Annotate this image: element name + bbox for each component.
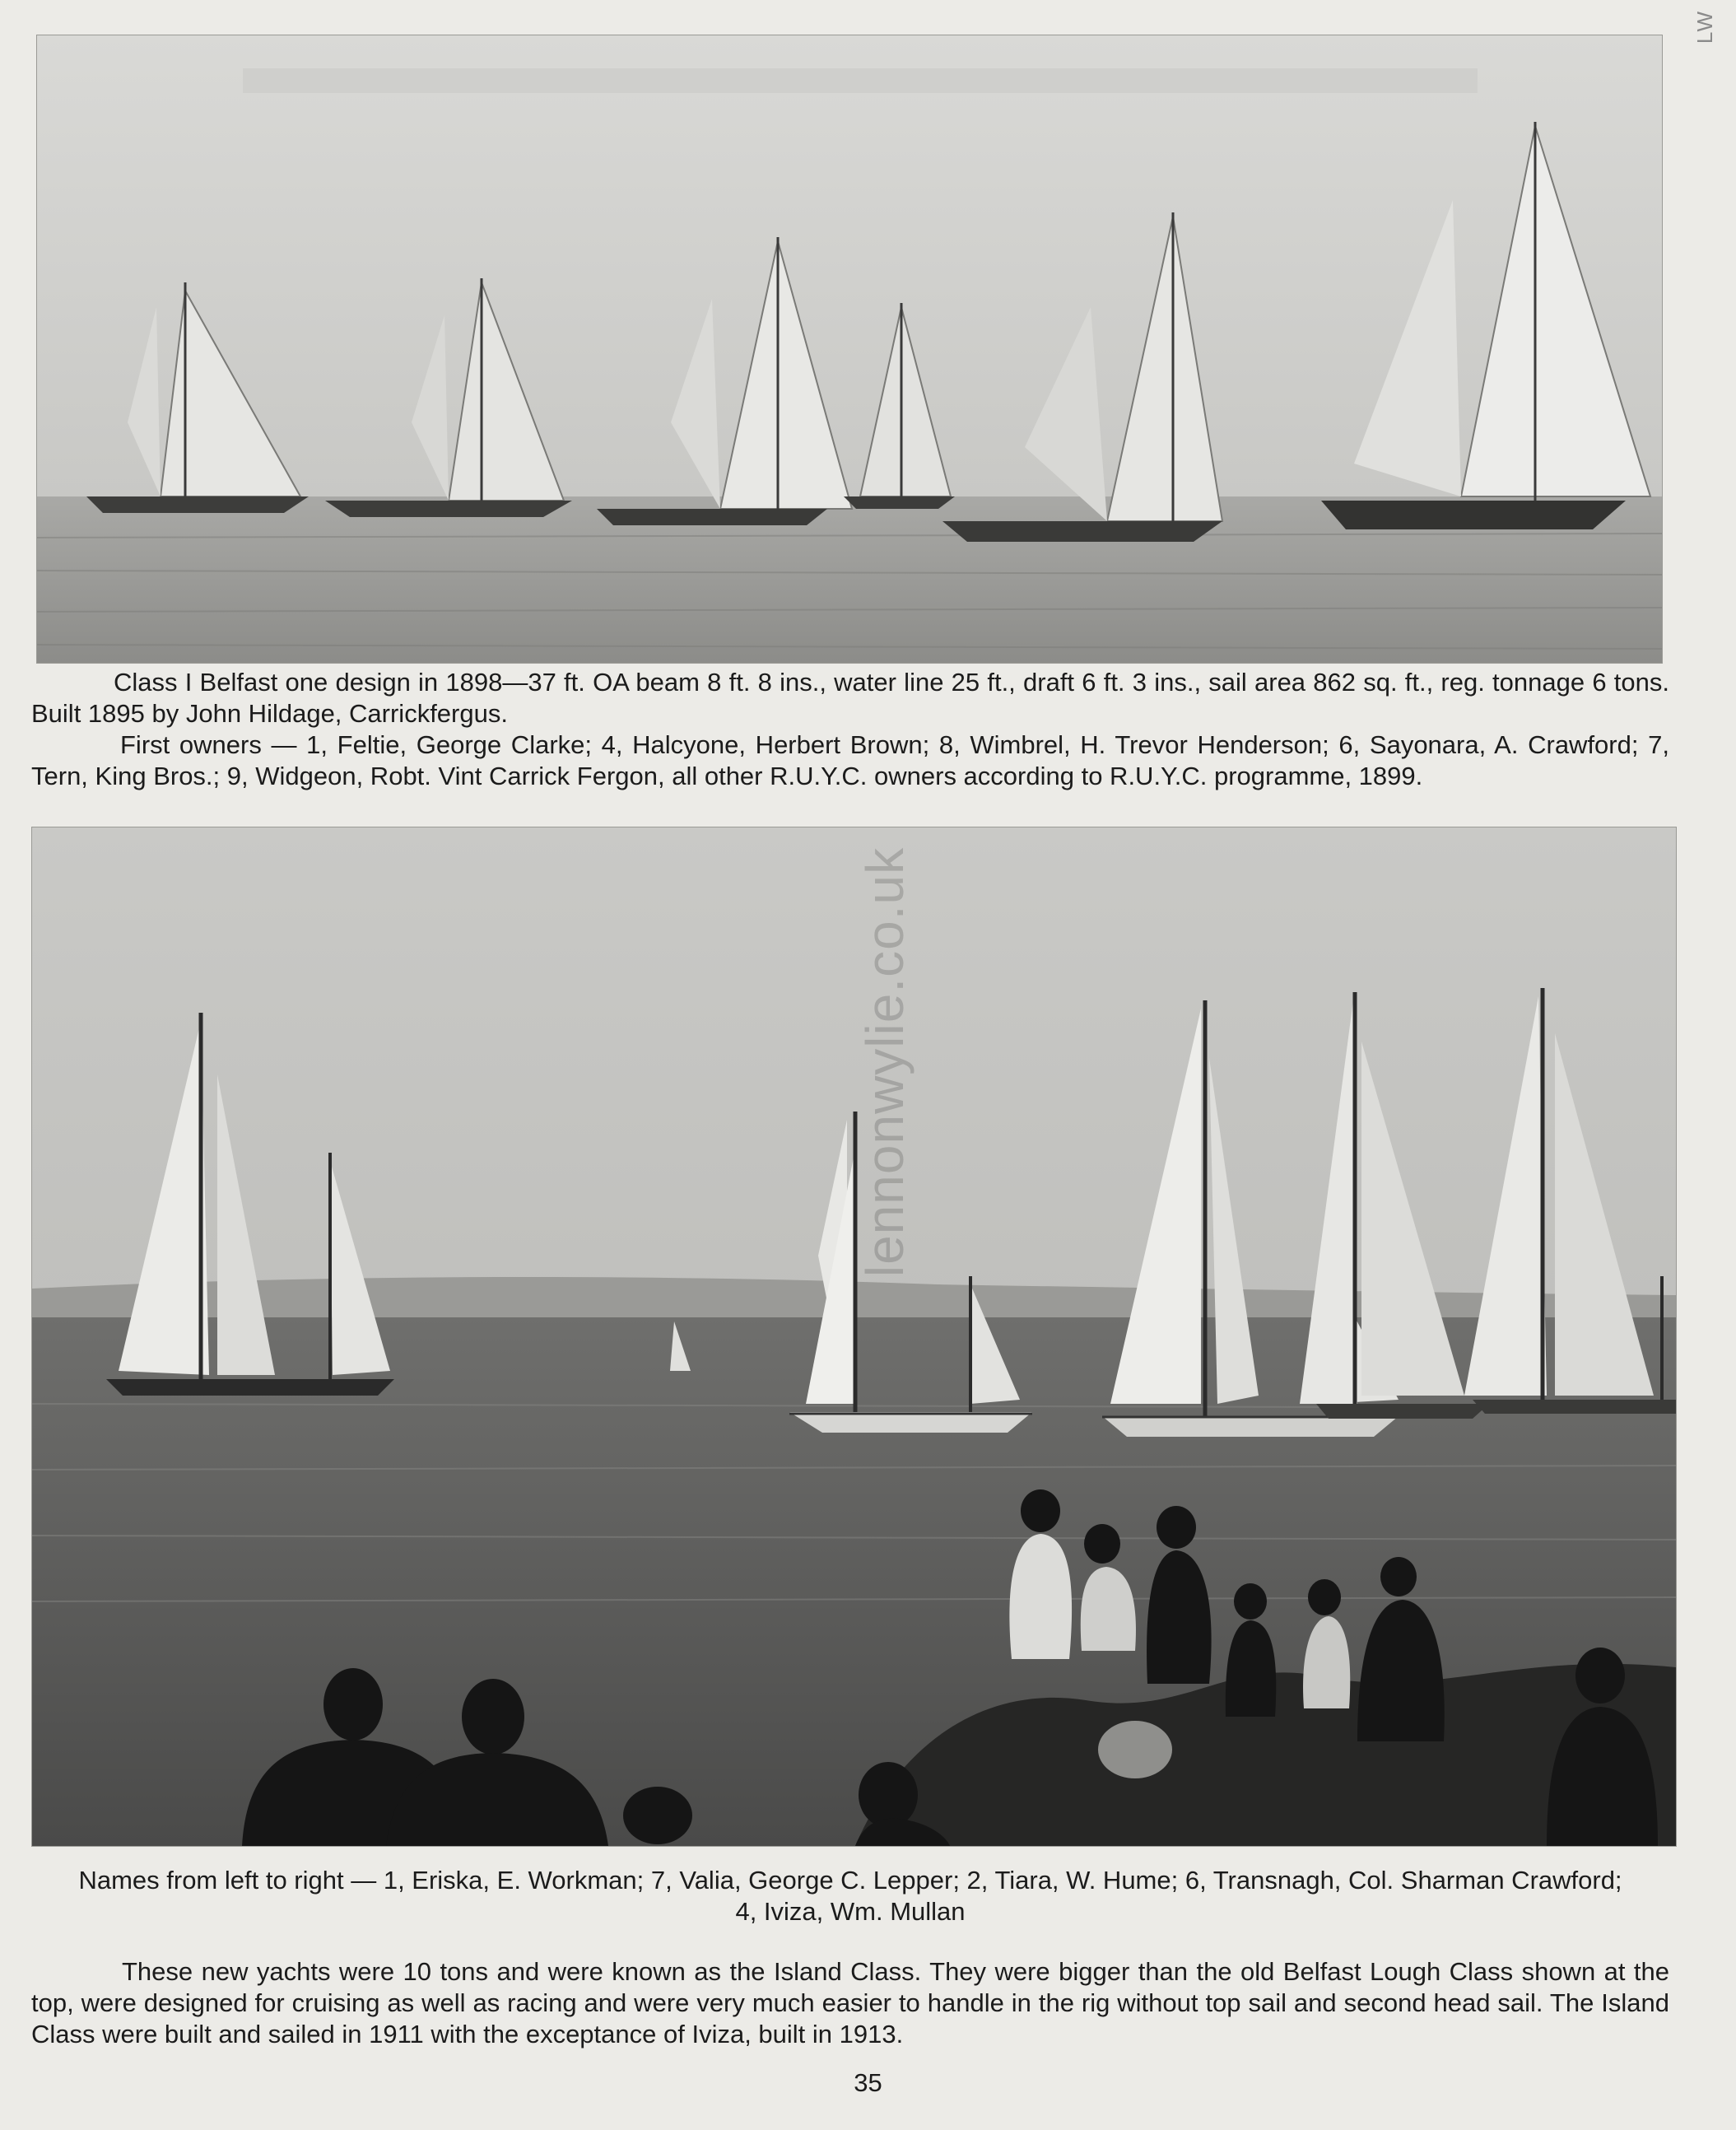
corner-mark: LW <box>1692 10 1717 44</box>
bottom-photo-names-caption <box>31 1865 1669 1927</box>
names-line-1: Names from left to right — 1, Eriska, E. Workman; 7, Valia, George C. Lepper; 2, Tiara, W. Hume; 6, Transnagh, Col. Sharman Crawford; <box>78 1866 1622 1895</box>
top-caption-specs: Class I Belfast one design in 1898—37 ft. OA beam 8 ft. 8 ins., water line 25 ft., draft 6 ft. 3 ins., sail area 862 sq. ft., reg. tonnage 6 tons. Built 1895 by John Hildage, Carrickfergus. <box>31 668 1669 728</box>
top-caption-owners: First owners — 1, Feltie, George Clarke; 4, Halcyone, Herbert Brown; 8, Wimbrel, H. Trevor Henderson; 6, Sayonara, A. Crawford; 7, Tern, King Bros.; 9, Widgeon, Robt. Vint Carrick Fergon, all other R.U.Y.C. owners according to R.U.Y.C. programme, 1899. <box>31 730 1669 790</box>
island-class-description: These new yachts were 10 tons and were known as the Island Class. They were bigger than the old Belfast Lough Class shown at the top, were designed for cruising as well as racing and were very much easier to handle in the rig without top sail and second head sail. The Island Class were built and sailed in 1911 with the exceptance of Iviza, built in 1913. <box>31 1957 1669 2048</box>
watermark: lennonwylie.co.uk <box>855 846 915 1278</box>
top-photo-caption <box>31 667 1669 792</box>
page-number: 35 <box>854 2068 882 2097</box>
names-line-2: 4, Iviza, Wm. Mullan <box>735 1897 966 1926</box>
sailing-yachts-photo-icon <box>37 35 1662 663</box>
top-photo <box>36 35 1663 664</box>
bottom-photo-body-caption <box>31 1956 1669 2050</box>
